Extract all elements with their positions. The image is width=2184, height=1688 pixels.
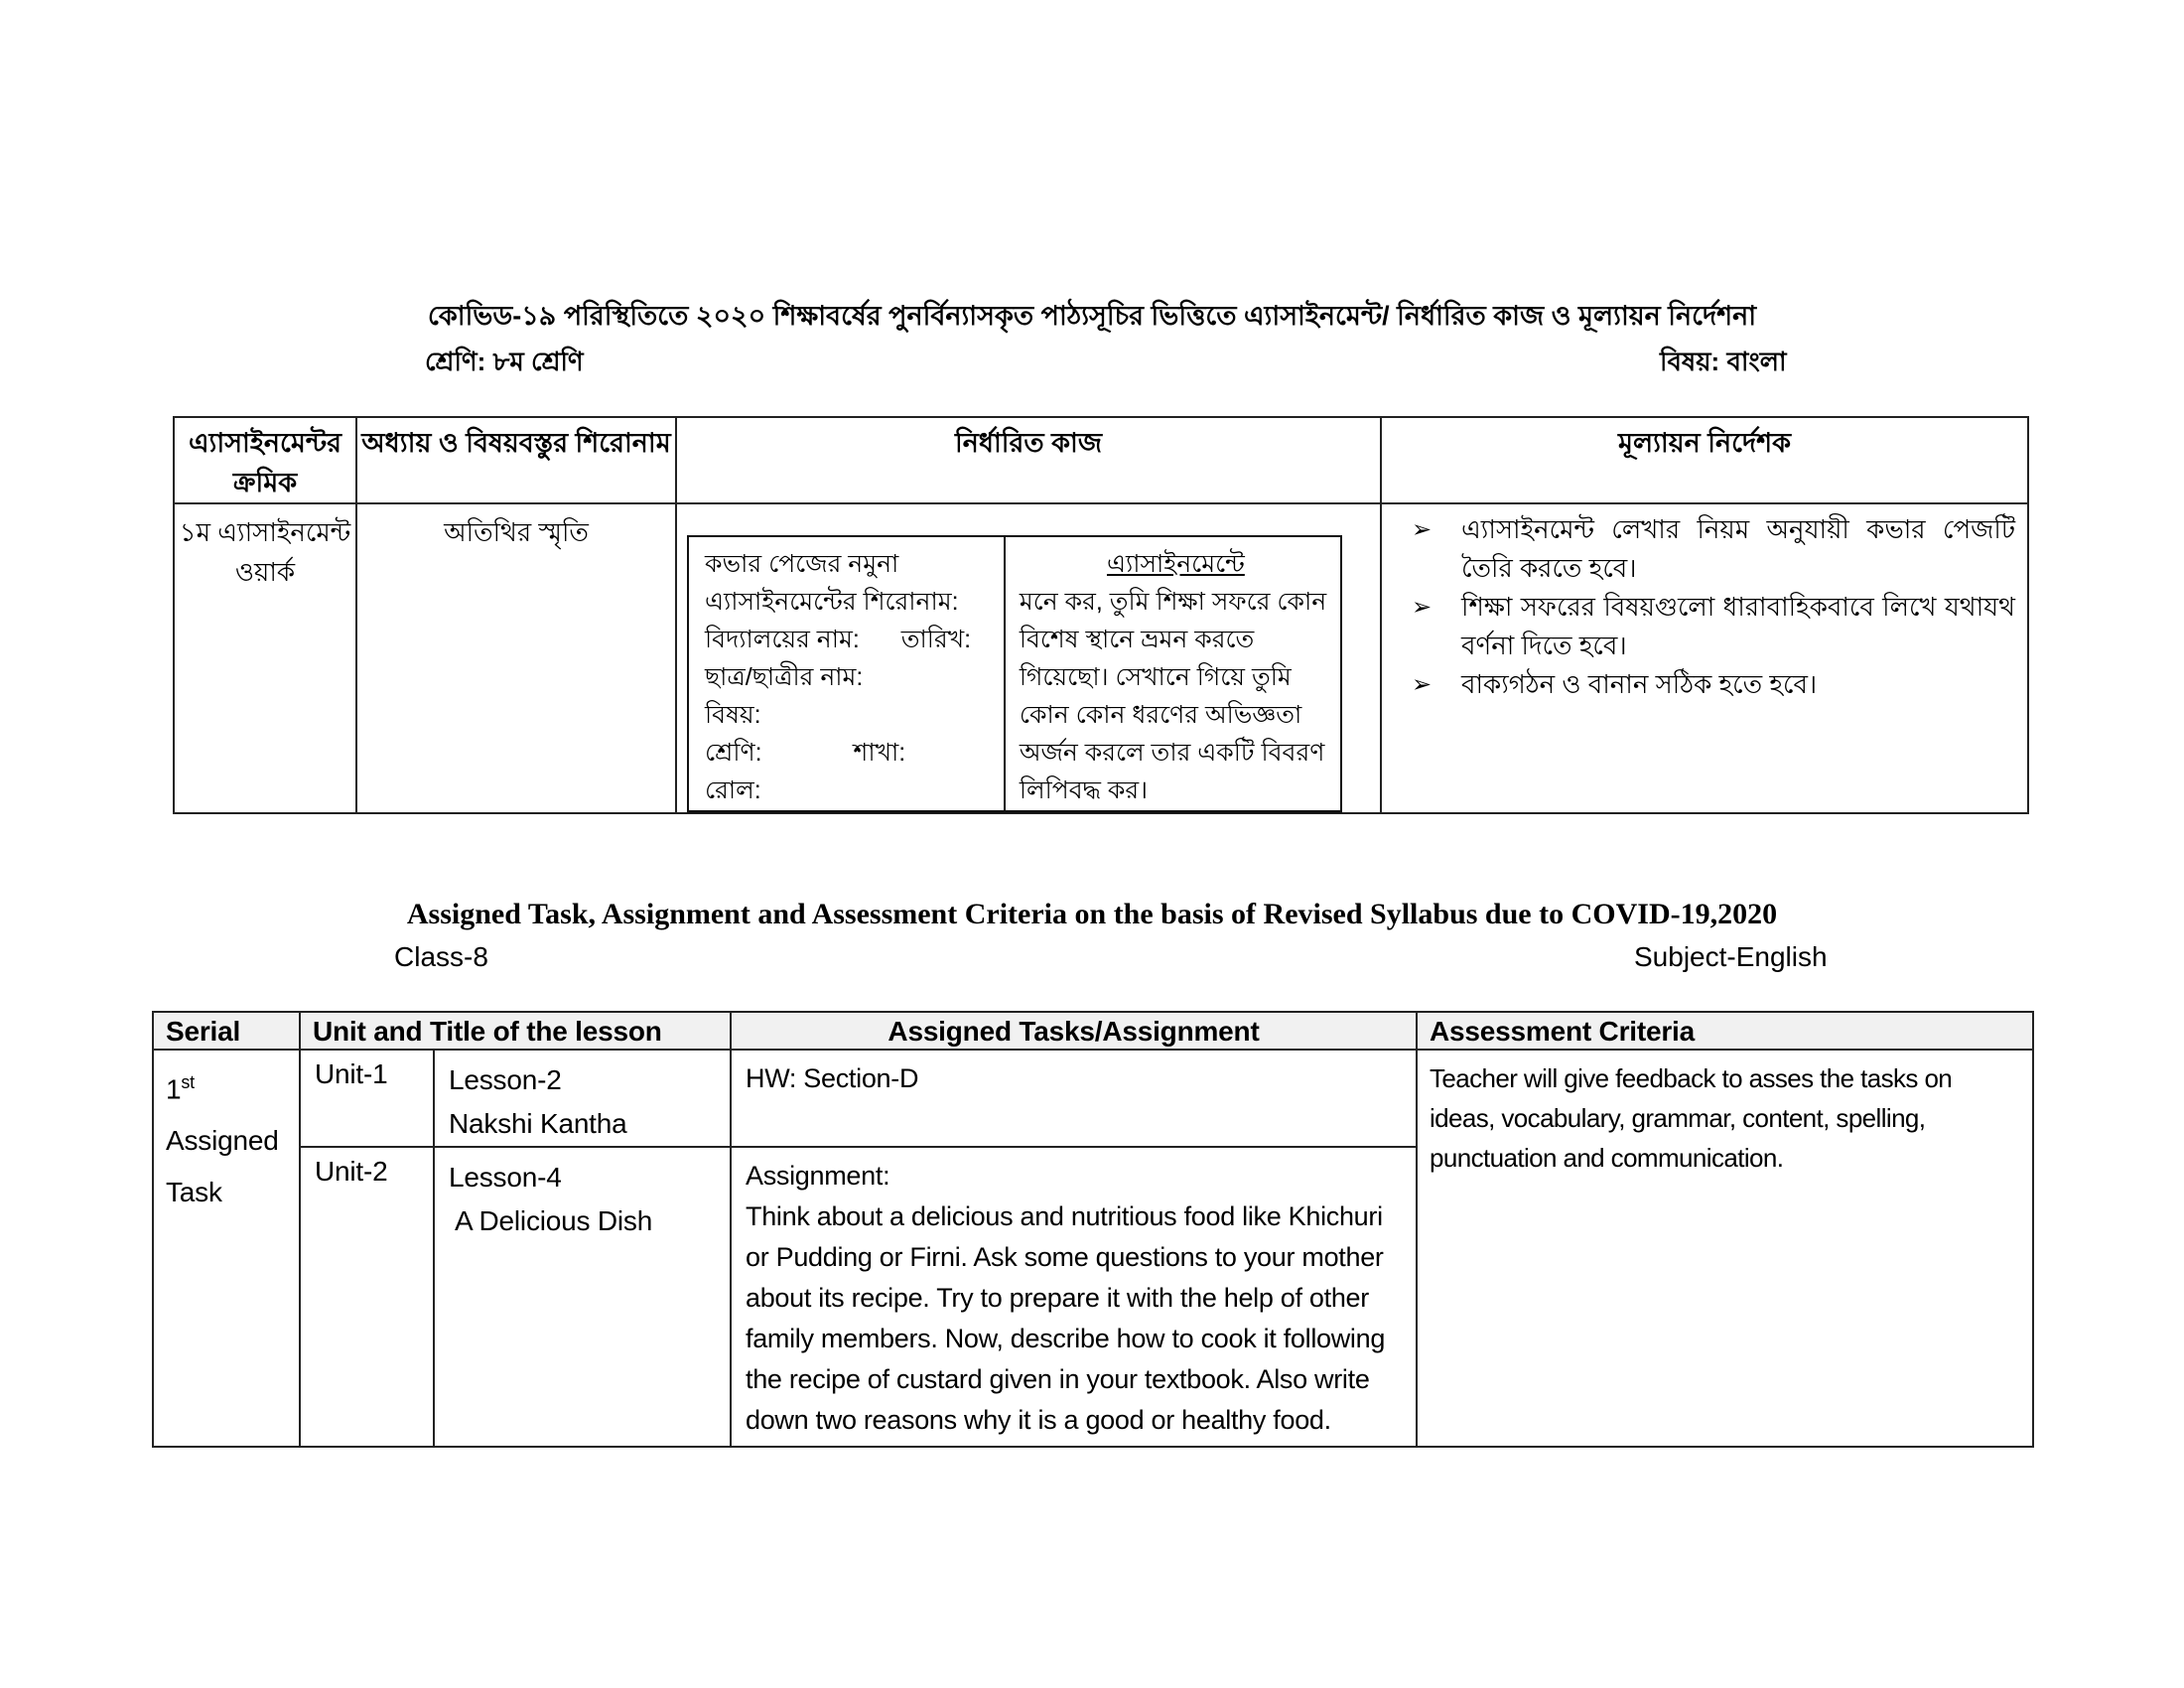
bangla-header-task: নির্ধারিত কাজ [676, 417, 1381, 503]
bangla-class-label: শ্রেণি: ৮ম শ্রেণি [425, 347, 584, 376]
english-header-serial: Serial [153, 1012, 300, 1050]
english-class-label: Class-8 [394, 941, 488, 972]
english-serial-number [166, 1056, 299, 1115]
english-header-unit-title: Unit and Title of the lesson [300, 1012, 731, 1050]
bangla-serial-line1: ১ম এ্যাসাইনমেন্ট [179, 517, 351, 547]
cover-date-field: তারিখ: [900, 626, 972, 653]
bangla-task-cell [676, 503, 1381, 813]
english-serial-line3: Task [166, 1177, 222, 1208]
unit2-cell: Unit-2 [300, 1147, 434, 1447]
english-subject-label: Subject-English [1634, 941, 1828, 972]
assignment-task-cell [731, 1147, 1417, 1447]
cover-assignment-title-field: এ্যাসাইনমেন্টের শিরোনাম: [705, 588, 959, 616]
english-header-assessment: Assessment Criteria [1417, 1012, 2033, 1050]
cover-sample-title: কভার পেজের নমুনা [705, 550, 899, 578]
bangla-assessment-cell [1381, 503, 2028, 813]
english-serial-cell [153, 1050, 300, 1447]
bangla-subject-label: বিষয়: বাংলা [1660, 347, 1787, 376]
bangla-header-serial-line1: এ্যাসাইনমেন্টর [189, 428, 341, 458]
bangla-header-serial [174, 417, 356, 503]
assessment-bullet [1412, 665, 2019, 704]
bangla-serial-line2: ওয়ার্ক [234, 557, 296, 587]
assignment-task-label: Assignment: [746, 1161, 890, 1191]
assessment-bullet [1412, 510, 2019, 588]
arrow-bullet-icon: ➢ [1412, 594, 1433, 621]
bangla-assignment-table [173, 416, 2029, 814]
bangla-header-chapter: অধ্যায় ও বিষয়বস্তুর শিরোনাম [356, 417, 676, 503]
cover-student-name-field: ছাত্র/ছাত্রীর নাম: [705, 663, 864, 691]
bangla-header-serial-line2: ক্রমিক [232, 468, 298, 497]
bangla-header-assessment: মূল্যায়ন নির্দেশক [1381, 417, 2028, 503]
cover-page-sample-box [687, 535, 1342, 813]
serial-ordinal-text: st [181, 1072, 195, 1092]
assignment-task-body: Think about a delicious and nutritious food like Khichuri or Pudding or Firni. Ask some questions to your mother about its recipe. Try to prepare it with the help of other family members. Now, describe how to cook it following the recipe of custard given in your textbook. Also write down two reasons why it is a good or healthy food. [746, 1201, 1386, 1435]
assessment-bullet-text: শিক্ষা সফরের বিষয়গুলো ধারাবাহিকবাবে লিখে যথাযথ বর্ণনা দিতে হবে। [1461, 592, 2015, 660]
cover-school-date-fields [705, 621, 998, 658]
lesson2-line1: Lesson-2 [449, 1064, 562, 1095]
english-serial-line2: Assigned [166, 1125, 279, 1157]
english-assignment-table [152, 1011, 2034, 1448]
lesson4-line2: A Delicious Dish [455, 1205, 653, 1236]
bangla-chapter-cell: অতিথির স্মৃতি [356, 503, 676, 813]
english-assessment-cell: Teacher will give feedback to asses the tasks on ideas, vocabulary, grammar, content, spelling, punctuation and communication. [1417, 1050, 2033, 1447]
english-header-tasks: Assigned Tasks/Assignment [731, 1012, 1417, 1050]
assignment-description-body: মনে কর, তুমি শিক্ষা সফরে কোন বিশেষ স্থানে ভ্রমন করতে গিয়েছো। সেখানে গিয়ে তুমি কোন কোন ধরণের অভিজ্ঞতা অর্জন করলে তার একটি বিবরণ লিপিবদ্ধ কর। [1019, 588, 1327, 804]
english-section-title: Assigned Task, Assignment and Assessment Criteria on the basis of Revised Syllabus due to COVID-19,2020 [406, 898, 1778, 930]
hw-task-cell: HW: Section-D [731, 1050, 1417, 1147]
cover-class-section-fields [705, 734, 998, 772]
assessment-bullet [1412, 588, 2019, 665]
assignment-description [1006, 537, 1340, 810]
cover-section-field: শাখা: [853, 739, 906, 767]
cover-roll-field: রোল: [705, 776, 761, 804]
lesson4-cell [434, 1147, 731, 1447]
cover-class-field: শ্রেণি: [705, 739, 762, 767]
cover-subject-field: বিষয়: [705, 701, 761, 729]
bangla-section-title: কোভিড-১৯ পরিস্থিতিতে ২০২০ শিক্ষাবর্ষের পুনর্বিন্যাসকৃত পাঠ্যসূচির ভিত্তিতে এ্যাসাইনমেন্ট/ নির্ধারিত কাজ ও মূল্যায়ন নির্দেশনা [427, 301, 1757, 331]
cover-school-field: বিদ্যালয়ের নাম: [705, 626, 860, 653]
lesson4-line1: Lesson-4 [449, 1162, 562, 1193]
assessment-bullet-text: বাক্যগঠন ও বানান সঠিক হতে হবে। [1461, 669, 1818, 699]
assignment-description-heading: এ্যাসাইনমেন্টে [1106, 550, 1245, 578]
lesson2-line2: Nakshi Kantha [449, 1108, 627, 1139]
arrow-bullet-icon: ➢ [1412, 671, 1433, 698]
serial-number-text: 1 [166, 1073, 182, 1105]
unit1-cell: Unit-1 [300, 1050, 434, 1147]
assessment-bullet-text: এ্যাসাইনমেন্ট লেখার নিয়ম অনুযায়ী কভার পেজটি তৈরি করতে হবে। [1461, 514, 2015, 583]
lesson2-cell [434, 1050, 731, 1147]
arrow-bullet-icon: ➢ [1412, 516, 1433, 543]
bangla-serial-cell [174, 503, 356, 813]
cover-sample-left [689, 537, 1006, 810]
